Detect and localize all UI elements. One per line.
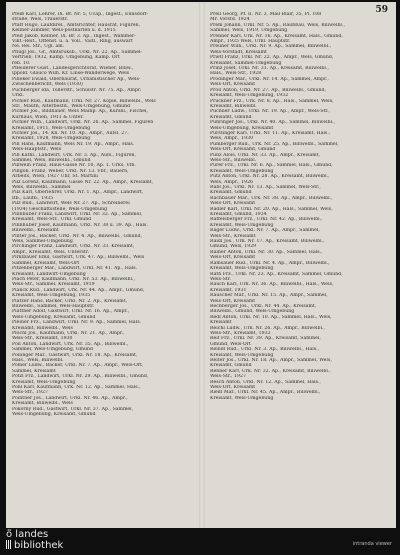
directory-entry-line: Plach Peter, Kaufmann, Urkl. Nr. 53. Ap., Biliwelbl., <box>12 276 135 282</box>
directory-entry-line: Str., Mauth, Alterbestd., Wels-Umgebung, Gmund <box>12 103 131 109</box>
directory-entry-line: Wels, Ampr., 1926 <box>210 179 254 185</box>
directory-entry-line: Wels-Str., 1927 <box>12 390 48 396</box>
directory-entry-line: Sammel, Kreisamt <box>12 368 56 374</box>
directory-entry-line: Kreisamt, Wels-Umgebung <box>210 395 274 401</box>
directory-entry-line: Kreisamt, Wels-Umgebung <box>210 168 274 174</box>
directory-entry-line: reb. 10. <box>12 60 31 66</box>
directory-entry-line: Pumberger Rud., Urk. Nr. 25. Ap., Biliwelbl., Sammel, <box>210 141 339 147</box>
directory-entry-line: Prell Georg, Pf. II. Nr. 3, Mail Blair, 35, Pl. 108 <box>210 12 322 17</box>
directory-entry-line: Reiter Jos., Urkl. Nr. 18. Ap., Ampr., Sammel, Wels, <box>210 358 332 363</box>
directory-entry-line: Biliwelbl., Sammel, Wels-Hauptstr. <box>12 303 95 309</box>
directory-entry-line: Wels-Str. <box>210 276 232 282</box>
directory-entry-line: Pilleker Ewald, Oberbaurat, Urbanistischer Ap., Wels- <box>12 76 141 82</box>
directory-entry-line: Puchner Ludw., Urkl. Nr. 19. Ap., Ampr., Wels-Str., <box>210 109 331 115</box>
directory-entry-line: Pichler Jos., 14. Kn. Nr. 10. Ap., Ampr., Aufsl. 27. <box>12 130 129 136</box>
directory-entry-line: Pötzl Frz., Landwirt, Urkl. Nr. 29. Ap., Biliwelbl., Gmund, <box>12 374 149 380</box>
logo-bars-icon <box>6 540 12 549</box>
directory-entry-line: Wels-Str., Sammel, Kreisamt, 1919 <box>12 282 95 288</box>
directory-entry-line: Wels-Vorstadt, Kreisamt <box>210 49 267 55</box>
directory-entry-line: Raffelsberger Frz., Urkl. Nr. 42. Ap., Biliwelbl., <box>210 217 323 223</box>
directory-entry-line: Kreisamt, Biliwelbl., Wels <box>12 325 73 331</box>
directory-entry-line: Kreisamt, Wels-Umgebung <box>210 222 274 228</box>
directory-entry-line: Arbeits, Wien, 1927 Uhr, St. Martini <box>12 174 99 180</box>
directory-entry-line: Pömer Ludw., Bäcker, Urkl. Nr. 7. Ap., Ampr., Wels-Ort, <box>12 363 144 369</box>
directory-entry-line: Ne. Rei. Str., Ugl. am. <box>12 44 65 50</box>
directory-entry-line: Platzer Hans, Bäcker, Urkl. Nr. 2. Ap., Kreisamt, <box>12 298 128 304</box>
directory-entry-line: Wels, Biliwelbl., Sammel <box>12 185 71 190</box>
directory-entry-line: Reindl Rud., Urkl. Nr. 3. Ap., Biliwelbl., Hals., <box>210 347 320 353</box>
directory-entry-line: Pichler Wilh., Landwirt, Urkl. Nr. 26. Ap., Sammel, Figuren <box>12 120 154 126</box>
directory-entry-line: Pleiner Frz., Landwirt, Urkl. Nr. 9. Ap., Sammel, Hals. <box>12 320 142 326</box>
directory-entry-line: (1934) Geschäftsstelle, Wels-Umgebung <box>12 206 108 212</box>
directory-entry-line: Biliwelbl., Gmund, Wels-Umgebung <box>210 309 295 315</box>
directory-entry-line: Putz Anton, Urkl. Nr. 28. Ap., Kreisamt, Biliwelbl., <box>210 174 330 180</box>
right-column <box>210 12 388 401</box>
directory-entry-line: Pitzenberger Mar., Landwirt, Urkl. Nr. 41. Ap., Hals. <box>12 266 138 272</box>
directory-entry-line: Pilz Karl, Oberlehrer, Urkl. Nr. 1. Ap., Ampr., Landwirt, <box>12 190 144 196</box>
directory-entry-line: Pointner Jos., Landwirt, Urkl. Nr. 46. Ap., Ampr., <box>12 395 128 401</box>
directory-entry-line: Plöchl Jos., Kaufmann, Urkl. Nr. 21. Ap., Ampr., <box>12 330 125 336</box>
directory-entry-line: Pirklbauer Emil, Gastwirt, Urk. 47. Ap., Biliwelbl., Wels <box>12 255 145 261</box>
directory-entry-line: Pinnhuber Franz, Landwirt, Urkl. Nr. 32. Ap., Sammel, <box>12 212 143 218</box>
directory-entry-line: Wels-Ort, Kreisamt <box>210 201 256 207</box>
directory-entry-line: Radler Karl, Urkl. Nr. 20. Ap., Hals., Sammel, Wels, <box>210 206 333 212</box>
directory-entry-line: Plattner Adolf, Gastwirt, Urkl. Nr. 16. Ap., Ampr., <box>12 309 130 315</box>
directory-entry-line: Pirchinger Franz, Landwirt, Urkl. Nr. 33. Kreisamt, <box>12 244 135 250</box>
logo-line-2-text: bibliothek <box>14 540 64 551</box>
directory-entry-line: Kellner-Zimmer, Wels-postkarten u. d. 1915 <box>12 28 116 34</box>
directory-entry-line: Pruckner Frz., Urk. Nr. 8. Ap., Hals., Sammel, Wels, <box>210 98 334 104</box>
directory-entry-line: Pichler Jos., Bildhauer, Wels Mainp. Ap., Kursbl., Fischel, <box>12 109 149 115</box>
directory-entry-line: Pöll Anton, Landwirt, Urk. Nr. 35. Ap., Biliwelbl., <box>12 341 129 347</box>
directory-entry-line: Kreisamt, Gmund <box>210 190 252 196</box>
directory-entry-line: Hals., Wels-Str., 1928 <box>210 71 262 77</box>
directory-entry-line: Wels-Ort, Kreisamt <box>210 255 256 261</box>
directory-entry-line: Pfaff Hugo, Laufdirel., Amtsrichter, Hausrat, Figuren, <box>12 22 141 28</box>
directory-entry-line: Pfeiß Karl, Lehrer, IX. Br. Nr. 5, Ucap., Ingest., Ennsdorf- <box>12 12 149 17</box>
directory-entry-line: Wels, Ampr., 1930 <box>210 136 254 142</box>
directory-entry-line: Pillwein Franz, Haus-Gasse Nr. 10, Ap. 1. Urks, Vfb. <box>12 163 136 169</box>
directory-entry-line: Renner Karl, Urk. Nr. 32. Ap., Kreisamt, Biliwelbl., <box>210 368 331 374</box>
directory-entry-line: Redl Anton, Urkl. Nr. 10. Ap., Sammel, Hals., Wels, <box>210 314 332 320</box>
directory-entry-line: Pilz Rud., Landwirt, Wels Nr. 27. Ap., Schreinerei <box>12 201 130 207</box>
directory-entry-line: straße, Wels, Trauerstr. <box>12 17 69 23</box>
directory-entry-line: Pilz Lorenz, Kaufmann, Gasse Nr. 22. Ap., Ampr., Kreisamt, <box>12 179 154 185</box>
directory-entry-line: Reif Frz., Urkl. Nr. 39. Ap., Kreisamt, Sammel, <box>210 336 321 342</box>
directory-entry-line: Rainer Anton, Urkl. Nr. 30. Ap., Sammel, Hals., <box>210 249 323 255</box>
directory-entry-line: Kreisamt, Biliwelbl. <box>210 103 257 109</box>
directory-entry-line: Kreisamt, Wels-Umgebung <box>210 266 274 272</box>
footer-bar <box>0 528 400 555</box>
directory-entry-line: Mr. Vorstd. 1924 <box>210 17 250 23</box>
directory-entry-line: Kreisamt, Biliwelbl., Wels <box>12 401 73 407</box>
directory-entry-line: Pfeif Jakob, Kellner, IX. Br. 3. Ap., Ingest., Wammer- <box>12 33 136 39</box>
directory-entry-line: Pichler Rud., Kaufmann, Urkl. Nr. 27. Kopie, Biliwelbl., Wels <box>12 98 156 104</box>
directory-entry-line: Urkl. <box>12 93 25 99</box>
directory-entry-line: Wels-Umgebung, Kreisamt, Gmund <box>12 412 96 418</box>
directory-entry-line: Pfleiderer Gust., Landesgerichtsrat, Wiener, Biliw., <box>12 66 134 72</box>
directory-entry-line: Zwischenbericht, Wels (1930) <box>12 82 83 88</box>
directory-entry-line: Rager Ludw., Urkl. Nr. 7. Ap., Ampr., Sammel, <box>210 228 320 234</box>
directory-entry-line: Purer Frz., Urkl. Nr. 6. Ap., Sammel, Hals., Gmund, <box>210 163 333 169</box>
directory-entry-line: Kreisamt, Gmund <box>210 114 252 120</box>
directory-entry-line: Sammel, Wels, Biliwelbl., Gmund <box>12 157 91 163</box>
directory-entry-line: Wels-Ort, Kreisamt <box>210 298 256 304</box>
directory-entry-line: Ampr., Kreisamt, Wels, Unterstr. <box>12 249 90 255</box>
directory-entry-line: Sammel, Kreisamt, Wels-Ort <box>12 260 80 266</box>
directory-entry-line: Pöllinger Mar., Gastwirt, Urkl. Nr. 18. Ap., Kreisamt, <box>12 352 138 358</box>
directory-entry-line: Kreisamt, Gmund, 1934 <box>210 212 267 218</box>
page-number: 59 <box>375 5 388 15</box>
directory-entry-line: Pühringer Jos., Urkl. Nr. 40. Ap., Sammel, Biliwelbl., <box>210 120 336 126</box>
directory-entry-line: Kreisamt, Gmund <box>210 363 252 369</box>
directory-entry-line: Punz Alois, Urkl. Nr. 33. Ap., Ampr., Kreisamt, <box>210 152 321 158</box>
directory-entry-line: Riedl Mar., Urkl. Nr. 45. Ap., Ampr., Biliwelbl., <box>210 390 321 396</box>
directory-entry-line: Hals., Wels, Biliwelbl. <box>12 358 64 363</box>
directory-entry-line: Kreisamt, 1928, Wels-Umgebung <box>12 136 91 142</box>
directory-entry-line: Rauscher Mar., Urkl. Nr. 15. Ap., Ampr., Sammel, <box>210 293 328 299</box>
directory-entry-line: Prinz Josef, Urkl. Nr. 31. Ap., Kreisamt, Biliwelbl., <box>210 66 329 72</box>
left-column <box>12 12 190 417</box>
directory-entry-line: Kreisamt, Landwirt-Umgebung <box>12 271 86 277</box>
directory-entry-line: Sammel, Wels, 1919, Umgebung <box>210 28 288 34</box>
directory-entry-line: Rechberger Jos., Urkl. Nr. 44. Ap., Kreisamt, <box>210 303 317 309</box>
directory-entry-line: Puchberger Ida, Tollerstr., Schulstr. Nr. 75. Ap., Ampr. <box>12 87 142 93</box>
directory-entry-line: Wels-Str., Kreisamt, 1933 <box>210 330 271 336</box>
directory-entry-line: Prietl Franz, Urkl. Nr. 22. Ap., Ampr., Wels, Gmund, <box>210 55 334 61</box>
directory-entry-line: Pinter Jos., Bäcker, Urkl. Nr. 4. Ap., Biliwelbl., Gmund, <box>12 233 143 239</box>
directory-entry-line: Prenner Karl, Urk. Nr. 16. Ap., Kreisamt, Hals., Gmund, <box>210 33 343 39</box>
directory-entry-line: Rachbauer Mar., Urk. Nr. 38. Ap., Ampr., Biliwelbl., <box>210 195 333 201</box>
directory-entry-line: Kreisamt, 1931 <box>210 287 247 293</box>
logo-line-1: ö̈ landes <box>6 529 49 540</box>
directory-entry-line: Kurhaus, Wien, 1911 & Unter. <box>12 114 84 120</box>
directory-entry-line: Wels-Str., Kreisamt <box>210 233 256 239</box>
directory-entry-line: Kreisamt, Wels-Umgebung <box>12 379 76 385</box>
directory-entry-line: Rauch Karl, Urk. Nr. 36. Ap., Biliwelbl., Hals., Wels, <box>210 282 334 288</box>
logo-line-2 <box>6 540 63 551</box>
directory-entry-line: Biliwelbl., Kreisamt <box>12 228 59 234</box>
directory-entry-line: Kreisamt, Wels-Umgebung <box>210 352 274 358</box>
directory-entry-line: Resch Anton, Urkl. Nr. 12. Ap., Sammel, Hals., <box>210 379 322 385</box>
library-logo[interactable] <box>6 530 63 551</box>
directory-entry-line: Wels-Ort, Kreisamt <box>210 82 256 88</box>
viewer-label[interactable]: intranda viewer <box>352 541 392 547</box>
directory-entry-line: Prem Johann, Urkl. Nr. 5. Ap., Raubbau, Wels, Biliwelbl., <box>210 22 345 28</box>
document-page <box>6 2 396 528</box>
directory-entry-line: Wels-Umgebung, Kreisamt <box>210 125 274 131</box>
directory-entry-line: Pokorny Rud., Gastwirt, Urkl. Nr. 37. Ap., Sammel, <box>12 406 134 412</box>
directory-entry-line: Vertrieb, 1932, Kamp. Umgebung, Kamp. Ort <box>12 55 120 61</box>
directory-entry-line: Prodinger Mar., Urkl. Nr. 14. Ap., Sammel, Ampr., <box>210 76 329 82</box>
directory-entry-line: Ampr., 1935 Wels, Urkl. Hauptstr. <box>210 39 291 45</box>
page-gutter <box>199 2 205 528</box>
directory-entry-line: Wels, Sammel-Umgebung <box>12 239 73 245</box>
directory-entry-line: Planck Rud., Landwirt, Urk. Nr. 44. Ap., Ampr., Gmund, <box>12 287 145 293</box>
directory-entry-line: Pohl Karl, Kaufmann, Urk. Nr. 12. Ap., Sammel, Hals., <box>12 385 141 391</box>
directory-entry-line: Pinnhuber Josef, Kaufmann, Urkl. Nr. 38 u. 39. Ap., Hals. <box>12 222 148 228</box>
directory-entry-line: Wels-Str., Biliwelbl. <box>210 157 257 163</box>
directory-entry-line: Wels-Str., Kreisamt, 1930 <box>12 336 73 342</box>
directory-entry-line: Pillgöb, Franz, Weber, Urkl. Nr. 13. Vbr., Bauern, <box>12 168 129 174</box>
directory-entry-line: Gmund, Wels-Ort <box>210 341 251 347</box>
directory-entry-line: Pill Hans, Kaufmann, Wels Nr. 19. Ap., Ampr., Hals. <box>12 141 135 147</box>
directory-entry-line: Sammel, Wels-Umgebung, Gmund <box>12 347 94 353</box>
directory-entry-line: Raidl Jos., Urk. Nr. 17. Ap., Kreisamt, Biliwelbl., <box>210 239 325 245</box>
directory-entry-line: Kreisamt, Wels-Str., Urkl. Gmund <box>12 217 92 223</box>
directory-entry-line: Kreisamt <box>210 320 232 326</box>
directory-entry-line: Pröll Anton, Urkl. Nr. 27. Ap., Biliwelbl., Gmund, <box>210 87 327 93</box>
directory-entry-line: Rabl Jos., Urkl. Nr. 13. Ap., Sammel, Wels-Str., <box>210 185 321 190</box>
directory-entry-line: Preuner Wilh., Urkl. Nr. 9. Ap., Sammel, Biliwelbl., <box>210 44 332 50</box>
directory-entry-line: Vikt.-Reit., Öffenst. u. a. Voll., Vaitl., Ring, auswärt <box>12 39 133 45</box>
directory-entry-line: Gmund, Wels, 1929 <box>210 244 257 250</box>
directory-entry-line: Wels-Str., 1927 <box>210 374 246 380</box>
directory-entry-line: Kreisamt, Wels-Umgebung, 1932 <box>210 93 289 99</box>
directory-entry-line: Wels-Ort, Kreisamt, Gmund <box>210 147 276 153</box>
directory-entry-line: Kreisamt, Wels-Umgebung, 1935 <box>12 293 91 299</box>
directory-entry-line: Wels-Umgebung, Kreisamt, Gmund <box>12 314 96 320</box>
directory-entry-line: Wels-Ort, Kreisamt <box>210 385 256 391</box>
directory-entry-line: Reichl Ludw., Urk. Nr. 26. Ap., Ampr., Biliwelbl., <box>210 325 326 331</box>
directory-entry-line: Rath Frz., Urkl. Nr. 23. Ap., Kreisamt, Sammel, Gmund, <box>210 271 343 277</box>
directory-entry-line: Kreisamt, Sammel-Umgebung <box>210 60 282 66</box>
directory-entry-line: Pürstinger Karl, Urkl. Nr. 11. Ap., Kreisamt, Hals., <box>210 130 331 136</box>
directory-entry-line: Ramsauer Rud., Urkl. Nr. 4. Ap., Ampr., Biliwelbl., <box>210 260 330 266</box>
directory-entry-line: Ippold. Glauco Wilh. Kr. Linse-Wanderwege, Wels <box>12 71 130 77</box>
directory-entry-line: Ifb., Laufb., 1935 <box>12 195 54 201</box>
directory-entry-line: Wels-Hauptstr., Wels <box>12 147 62 153</box>
directory-entry-line: Pflügl Jos., Gr., Amtsruksb., Urkl. Nr. 22, Ap., Sammel- <box>12 49 143 55</box>
directory-entry-line: Pill Kathl., Landwirt, Urk. Nr. 3. Ap., Aufs., Figuren, <box>12 152 137 158</box>
directory-entry-line: Kreisamt, 1911, Wels-Umgebung <box>12 125 91 131</box>
